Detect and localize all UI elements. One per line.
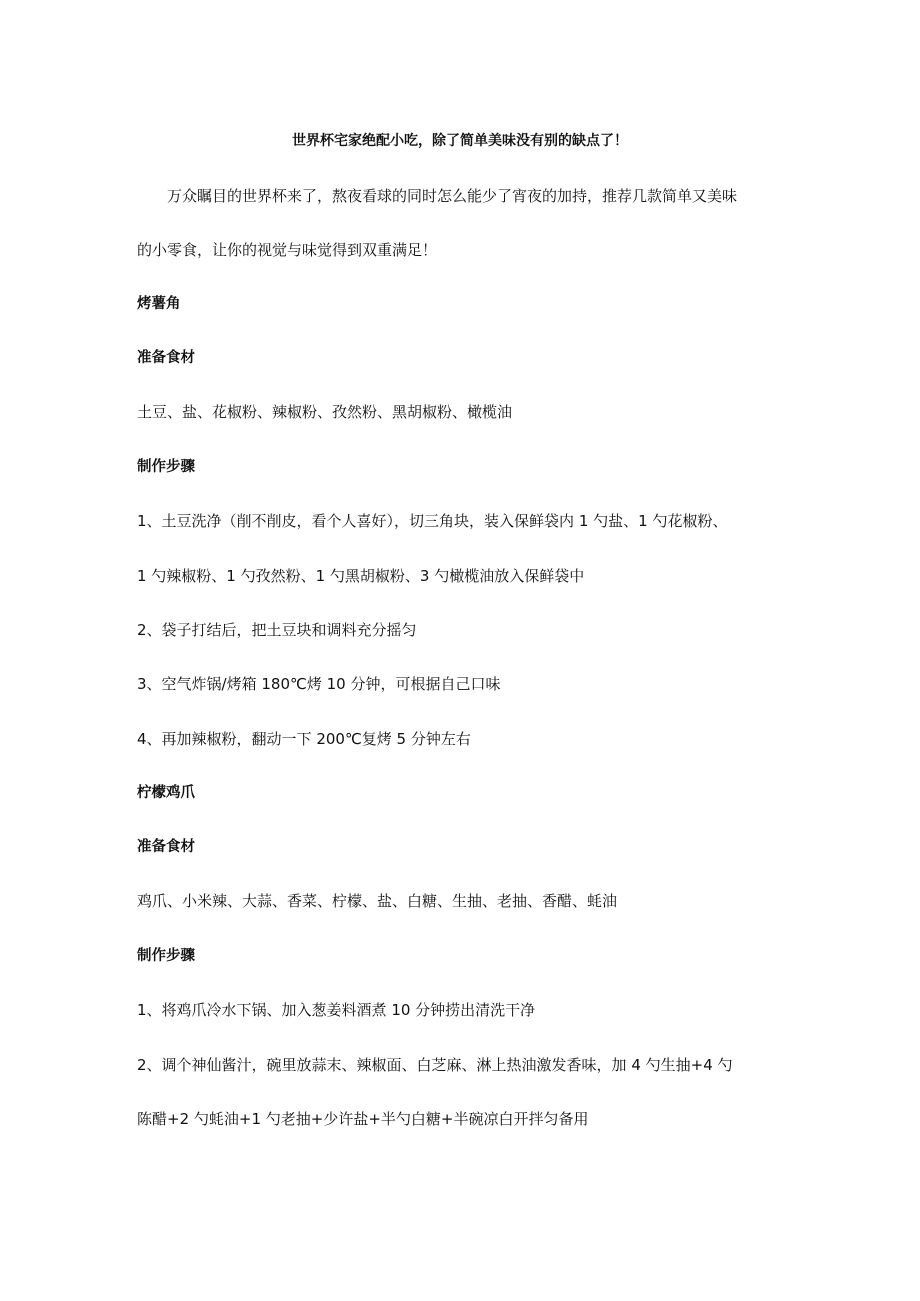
- recipe2-step2-line1: 2、调个神仙酱汁，碗里放蒜末、辣椒面、白芝麻、淋上热油激发香味，加 4 勺生抽+4 勺: [137, 1056, 733, 1074]
- recipe1-step3: 3、空气炸锅/烤箱 180℃烤 10 分钟，可根据自己口味: [137, 675, 501, 693]
- intro-line-1: 万众瞩目的世界杯来了，熬夜看球的同时怎么能少了宵夜的加持，推荐几款简单又美味: [167, 187, 738, 205]
- recipe1-step4: 4、再加辣椒粉，翻动一下 200℃复烤 5 分钟左右: [137, 730, 471, 748]
- recipe2-ingredients: 鸡爪、小米辣、大蒜、香菜、柠檬、盐、白糖、生抽、老抽、香醋、蚝油: [137, 892, 618, 910]
- document-title: 世界杯宅家绝配小吃，除了简单美味没有别的缺点了！: [292, 133, 628, 149]
- intro-line-2: 的小零食，让你的视觉与味觉得到双重满足！: [137, 241, 438, 259]
- recipe1-step1-line1: 1、土豆洗净（削不削皮，看个人喜好），切三角块，装入保鲜袋内 1 勺盐、1 勺花椒粉、: [137, 512, 728, 530]
- recipe2-steps-heading: 制作步骤: [137, 948, 195, 964]
- recipe2-step1: 1、将鸡爪冷水下锅、加入葱姜料酒煮 10 分钟捞出清洗干净: [137, 1001, 536, 1019]
- recipe1-step2: 2、袋子打结后，把土豆块和调料充分摇匀: [137, 621, 417, 639]
- recipe2-heading: 柠檬鸡爪: [137, 785, 195, 801]
- recipe1-ingredients-heading: 准备食材: [137, 350, 195, 366]
- recipe1-ingredients: 土豆、盐、花椒粉、辣椒粉、孜然粉、黑胡椒粉、橄榄油: [137, 403, 513, 421]
- recipe1-steps-heading: 制作步骤: [137, 459, 195, 475]
- recipe1-step1-line2: 1 勺辣椒粉、1 勺孜然粉、1 勺黑胡椒粉、3 勺橄榄油放入保鲜袋中: [137, 567, 585, 585]
- recipe2-ingredients-heading: 准备食材: [137, 839, 195, 855]
- recipe1-heading: 烤薯角: [137, 296, 181, 312]
- recipe2-step2-line2: 陈醋+2 勺蚝油+1 勺老抽+少许盐+半勺白糖+半碗凉白开拌匀备用: [137, 1110, 589, 1128]
